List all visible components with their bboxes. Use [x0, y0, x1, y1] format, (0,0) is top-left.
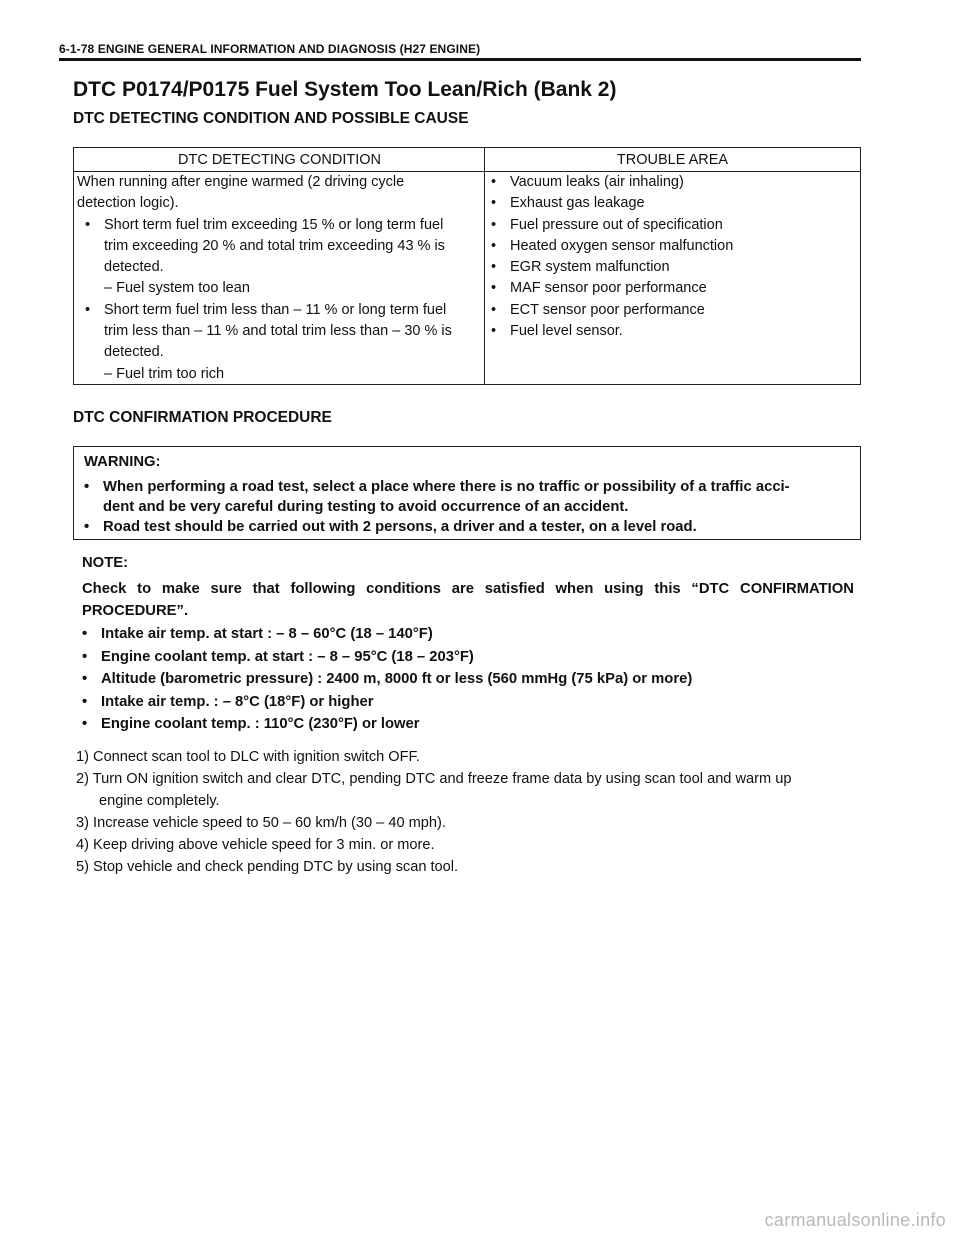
- note-item-text: Engine coolant temp. at start : – 8 – 95°C (18 – 203°F): [101, 649, 474, 665]
- step-item-continued: engine completely.: [99, 793, 220, 809]
- condition-bullet-line: [77, 215, 479, 236]
- trouble-area-item: [491, 172, 851, 193]
- note-item-text: Intake air temp. at start : – 8 – 60°C (18 – 140°F): [101, 626, 433, 642]
- warning-text-continued: dent and be very careful during testing to avoid occurrence of an accident.: [103, 499, 629, 515]
- bullet-glyph: •: [82, 694, 88, 710]
- trouble-area-cell: [491, 172, 851, 342]
- bullet-glyph: •: [491, 237, 497, 254]
- column-header-condition: DTC DETECTING CONDITION: [178, 152, 381, 168]
- trouble-area-text: ECT sensor poor performance: [510, 301, 705, 318]
- table-header-row: [74, 148, 860, 172]
- warning-text: Road test should be carried out with 2 persons, a driver and a tester, on a level road.: [103, 519, 697, 535]
- trouble-area-text: Fuel pressure out of specification: [510, 216, 723, 233]
- note-item-text: Altitude (barometric pressure) : 2400 m, 8000 ft or less (560 mmHg (75 kPa) or more): [101, 671, 693, 687]
- trouble-area-item: [491, 236, 851, 257]
- trouble-area-item: [491, 257, 851, 278]
- step-item: 1) Connect scan tool to DLC with ignition switch OFF.: [76, 749, 420, 765]
- condition-text: Short term fuel trim exceeding 15 % or long term fuel: [104, 216, 444, 233]
- trouble-area-item: [491, 300, 851, 321]
- condition-line: detected.: [104, 259, 164, 276]
- section-heading-detecting-condition: DTC DETECTING CONDITION AND POSSIBLE CAUSE: [73, 110, 469, 127]
- condition-line: trim less than – 11 % and total trim less than – 30 % is: [104, 323, 452, 340]
- bullet-glyph: •: [491, 259, 497, 276]
- trouble-area-item: [491, 321, 851, 342]
- bullet-glyph: •: [85, 216, 91, 233]
- note-item-text: Engine coolant temp. : 110°C (230°F) or lower: [101, 716, 420, 732]
- condition-line: When running after engine warmed (2 driving cycle: [77, 174, 405, 190]
- column-header-trouble-area: TROUBLE AREA: [616, 152, 729, 168]
- trouble-area-text: MAF sensor poor performance: [510, 280, 707, 297]
- condition-line: – Fuel trim too rich: [104, 365, 225, 382]
- note-intro-line: PROCEDURE”.: [82, 603, 189, 619]
- bullet-glyph: •: [85, 301, 91, 318]
- watermark: carmanualsonline.info: [764, 1210, 946, 1230]
- bullet-glyph: •: [84, 519, 90, 535]
- warning-text: When performing a road test, select a place where there is no traffic or possibility of a traffic acci-: [103, 479, 790, 495]
- condition-line: detected.: [104, 344, 164, 361]
- note-item: [82, 716, 420, 732]
- warning-box: [73, 446, 861, 540]
- step-item: 2) Turn ON ignition switch and clear DTC, pending DTC and freeze frame data by using scan tool and warm up: [76, 771, 792, 787]
- running-header: 6-1-78 ENGINE GENERAL INFORMATION AND DIAGNOSIS (H27 ENGINE): [59, 42, 481, 56]
- warning-item: [84, 519, 697, 535]
- trouble-area-text: Exhaust gas leakage: [510, 195, 645, 212]
- page-title: DTC P0174/P0175 Fuel System Too Lean/Rich (Bank 2): [73, 78, 617, 101]
- warning-label: WARNING:: [84, 454, 161, 470]
- note-item: [82, 694, 374, 710]
- bullet-glyph: •: [491, 323, 497, 340]
- trouble-area-item: [491, 215, 851, 236]
- note-item: [82, 671, 692, 687]
- section-heading-confirmation: DTC CONFIRMATION PROCEDURE: [73, 409, 332, 426]
- bullet-glyph: •: [82, 671, 88, 687]
- trouble-area-item: [491, 193, 851, 214]
- condition-cell: [77, 172, 479, 385]
- trouble-area-text: Fuel level sensor.: [510, 323, 623, 340]
- bullet-glyph: •: [491, 174, 497, 190]
- bullet-glyph: •: [491, 280, 497, 297]
- step-item: 4) Keep driving above vehicle speed for 3 min. or more.: [76, 837, 435, 853]
- bullet-glyph: •: [491, 195, 497, 212]
- trouble-area-text: Vacuum leaks (air inhaling): [510, 174, 684, 190]
- step-item: 3) Increase vehicle speed to 50 – 60 km/h (30 – 40 mph).: [76, 815, 446, 831]
- bullet-glyph: •: [491, 301, 497, 318]
- trouble-area-item: [491, 278, 851, 299]
- bullet-glyph: •: [82, 716, 88, 732]
- trouble-area-text: EGR system malfunction: [510, 259, 670, 276]
- warning-item: [84, 479, 790, 495]
- bullet-glyph: •: [491, 216, 497, 233]
- condition-line: – Fuel system too lean: [104, 280, 250, 297]
- condition-text: Short term fuel trim less than – 11 % or long term fuel: [104, 301, 447, 318]
- note-intro-line: Check to make sure that following conditions are satisfied when using this “DTC CONFIRMATION: [82, 581, 854, 597]
- step-item: 5) Stop vehicle and check pending DTC by using scan tool.: [76, 859, 459, 875]
- condition-table: [73, 147, 861, 385]
- column-divider: [484, 148, 485, 384]
- note-label: NOTE:: [82, 555, 129, 571]
- bullet-glyph: •: [82, 626, 88, 642]
- note-item-text: Intake air temp. : – 8°C (18°F) or higher: [101, 694, 374, 710]
- condition-line: detection logic).: [77, 195, 179, 212]
- header-rule: [59, 58, 861, 61]
- condition-bullet-line: [77, 300, 479, 321]
- bullet-glyph: •: [82, 649, 88, 665]
- bullet-glyph: •: [84, 479, 90, 495]
- condition-line: trim exceeding 20 % and total trim exceeding 43 % is: [104, 237, 445, 254]
- note-item: [82, 626, 433, 642]
- trouble-area-text: Heated oxygen sensor malfunction: [510, 237, 734, 254]
- note-item: [82, 649, 474, 665]
